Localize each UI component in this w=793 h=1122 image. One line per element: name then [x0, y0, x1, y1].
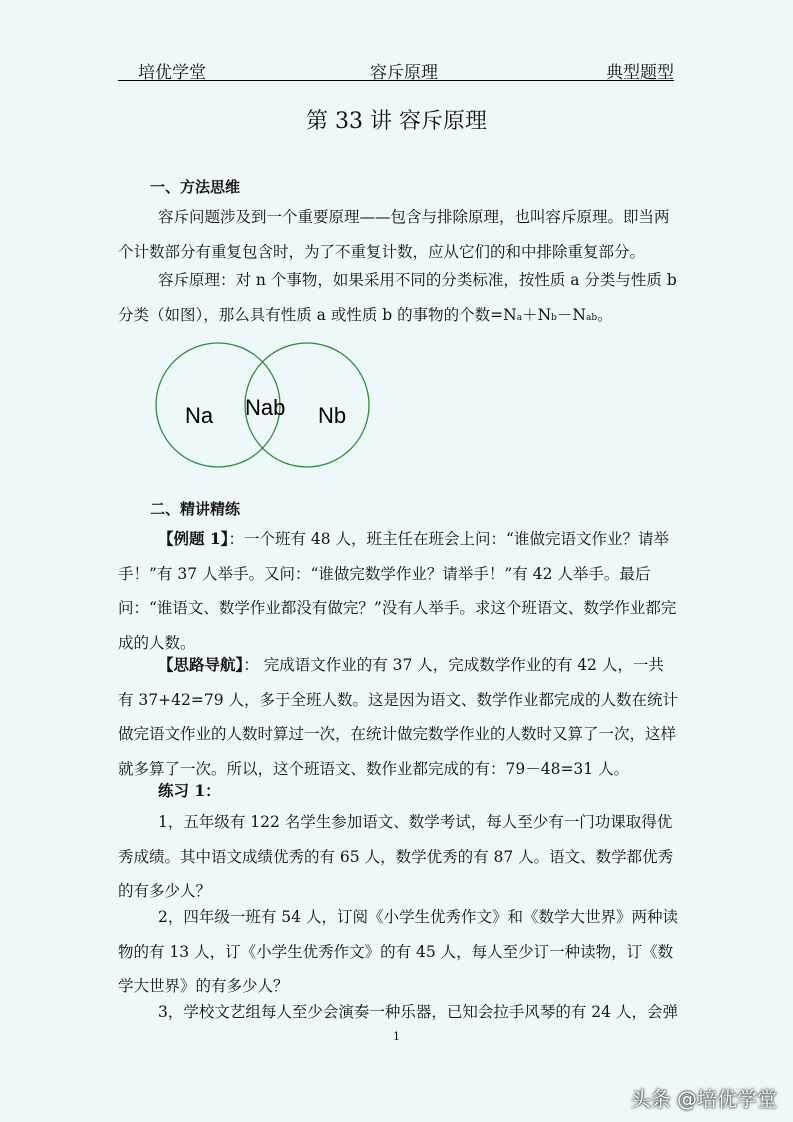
- section1-paragraph2: [118, 263, 678, 335]
- practice-question-2: 2，四年级一班有 54 人，订阅《小学生优秀作文》和《数学大世界》两种读物的有 13 人，订《小学生优秀作文》的有 45 人，每人至少订一种读物，订《数学大世界》的有多少人？: [118, 908, 678, 995]
- venn-label-nab: Nab: [245, 395, 286, 420]
- example1-tag: 【例题 1】: [158, 529, 229, 548]
- subscript-a: a: [516, 312, 523, 323]
- section1-heading: 一、方法思维: [150, 178, 241, 196]
- header-center: 容斥原理: [370, 63, 438, 83]
- hint-tag: 【思路导航】: [158, 655, 244, 674]
- header-right: 典型题型: [606, 63, 674, 83]
- minus-term: －N: [556, 305, 586, 324]
- page-number: 1: [393, 1030, 400, 1043]
- venn-label-nb: Nb: [318, 403, 347, 428]
- sentence-end: 。: [597, 305, 613, 324]
- plus-term: ＋N: [522, 305, 552, 324]
- header-left: 培优学堂: [138, 63, 206, 83]
- inclusion-exclusion-text: 容斥原理：对 n 个事物，如果采用不同的分类标准，按性质 a 分类与性质 b 分类（如图），那么具有性质 a 或性质 b 的事物的个数=N: [118, 271, 677, 324]
- section1-paragraph1: 容斥问题涉及到一个重要原理——包含与排除原理，也叫容斥原理。即当两个计数部分有重复包含时，为了不重复计数，应从它们的和中排除重复部分。: [118, 208, 670, 261]
- example1-paragraph: [118, 522, 678, 660]
- practice-question-3: 3，学校文艺组每人至少会演奏一种乐器，已知会拉手风琴的有 24 人，会弹: [158, 1003, 678, 1021]
- watermark: 头条 @培优学堂: [630, 1087, 777, 1111]
- subscript-b: b: [551, 312, 557, 323]
- subscript-ab: ab: [585, 312, 598, 323]
- venn-diagram: [155, 335, 385, 475]
- lecture-title: 第 33 讲 容斥原理: [306, 109, 487, 134]
- page-header: [118, 58, 674, 81]
- section2-heading: 二、精讲精练: [150, 500, 241, 518]
- example1-text: ：一个班有 48 人，班主任在班会上问：“谁做完语文作业？请举手！”有 37 人举手。又问：“谁做完数学作业？请举手！”有 42 人举手。最后问：“谁语文、数学作业都没有做完？”没有人举手。求这个班语文、数学作业都完成的人数。: [118, 530, 677, 652]
- practice1-heading: 练习 1：: [158, 781, 221, 800]
- hint-text: ： 完成语文作业的有 37 人，完成数学作业的有 42 人，一共有 37+42=79 人，多于全班人数。这是因为语文、数学作业都完成的人数在统计做完语文作业的人数时算过一次，在统计做完数学作业的人数时又算了一次，这样就多算了一次。所以，这个班语文、数作业都完成的有：79－48=31 人。: [118, 656, 679, 778]
- venn-label-na: Na: [185, 403, 214, 428]
- hint-paragraph: [118, 648, 678, 786]
- practice-question-1: 1，五年级有 122 名学生参加语文、数学考试，每人至少有一门功课取得优秀成绩。其中语文成绩优秀的有 65 人，数学优秀的有 87 人。语文、数学都优秀的有多少人？: [118, 813, 674, 900]
